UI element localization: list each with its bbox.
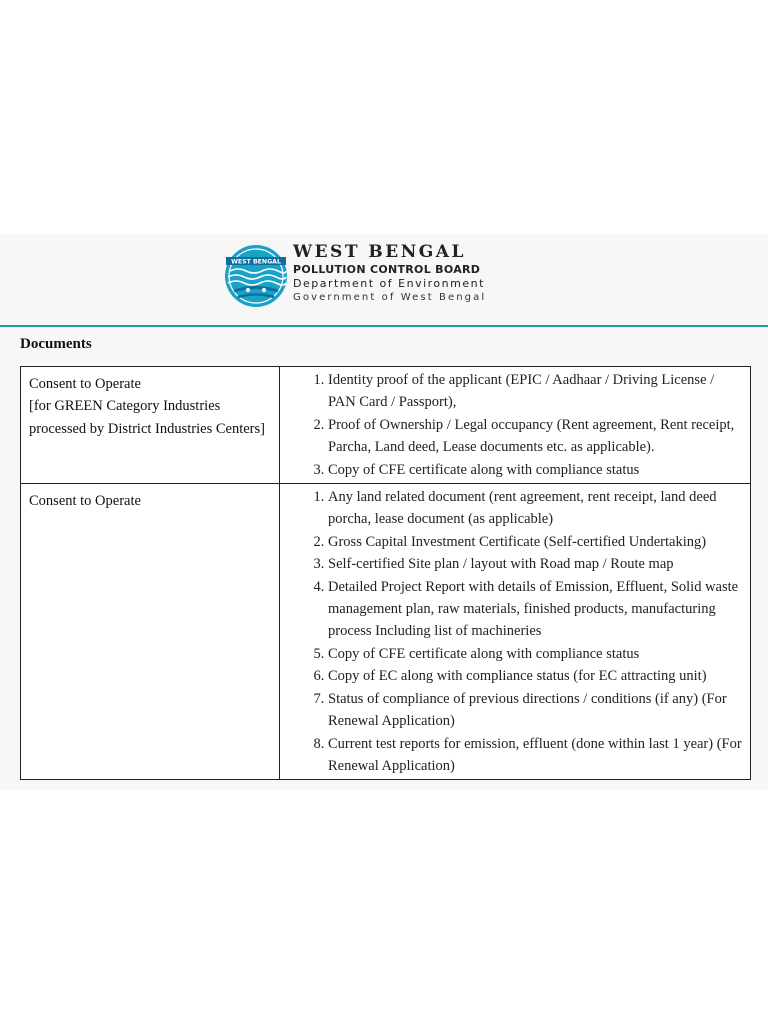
department-name: Department of Environment <box>293 277 485 290</box>
row-items-cell <box>280 367 751 484</box>
row-label-note: [for GREEN Category Industries processed by District Industries Centers] <box>29 398 265 437</box>
list-item: 8. Current test reports for emission, effluent (done within last 1 year) (For Renewal Application) <box>328 733 742 778</box>
row-label: Consent to Operate <box>29 493 141 510</box>
list-item: 1. Identity proof of the applicant (EPIC / Aadhaar / Driving License / PAN Card / Passport), <box>328 369 742 414</box>
header-divider <box>0 325 768 327</box>
wbpcb-logo <box>224 244 288 308</box>
document-slide <box>0 234 768 790</box>
government-name: Government of West Bengal <box>293 292 487 303</box>
table-row <box>21 367 751 484</box>
org-name-block <box>293 242 486 304</box>
row-label: Consent to Operate <box>29 376 141 392</box>
row-label-cell <box>21 367 280 484</box>
section-title: Documents <box>20 336 92 352</box>
table-row <box>21 484 751 780</box>
list-item: 3. Copy of CFE certificate along with compliance status <box>328 459 742 481</box>
row-items-cell <box>280 484 751 780</box>
documents-table <box>20 366 751 780</box>
list-item: 1. Any land related document (rent agreement, rent receipt, land deed porcha, lease document (as applicable) <box>328 486 742 531</box>
list-item: 2. Gross Capital Investment Certificate (Self-certified Undertaking) <box>328 531 742 553</box>
row-label-cell <box>21 484 280 780</box>
logo-text: WEST BENGAL <box>231 258 281 266</box>
list-item: 6. Copy of EC along with compliance status (for EC attracting unit) <box>328 665 742 687</box>
org-subtitle: POLLUTION CONTROL BOARD <box>293 263 481 276</box>
document-list <box>280 486 742 777</box>
list-item: 2. Proof of Ownership / Legal occupancy (Rent agreement, Rent receipt, Parcha, Land deed, Lease documents etc. as applicable). <box>328 414 742 459</box>
header-banner <box>0 234 768 326</box>
list-item: 3. Self-certified Site plan / layout with Road map / Route map <box>328 553 742 575</box>
list-item: 7. Status of compliance of previous directions / conditions (if any) (For Renewal Application) <box>328 688 742 733</box>
document-list <box>280 369 742 481</box>
org-title: WEST BENGAL <box>293 242 466 262</box>
list-item: 4. Detailed Project Report with details of Emission, Effluent, Solid waste management plan, raw materials, finished products, manufacturing process Including list of machineries <box>328 576 742 643</box>
list-item: 5. Copy of CFE certificate along with compliance status <box>328 643 742 665</box>
